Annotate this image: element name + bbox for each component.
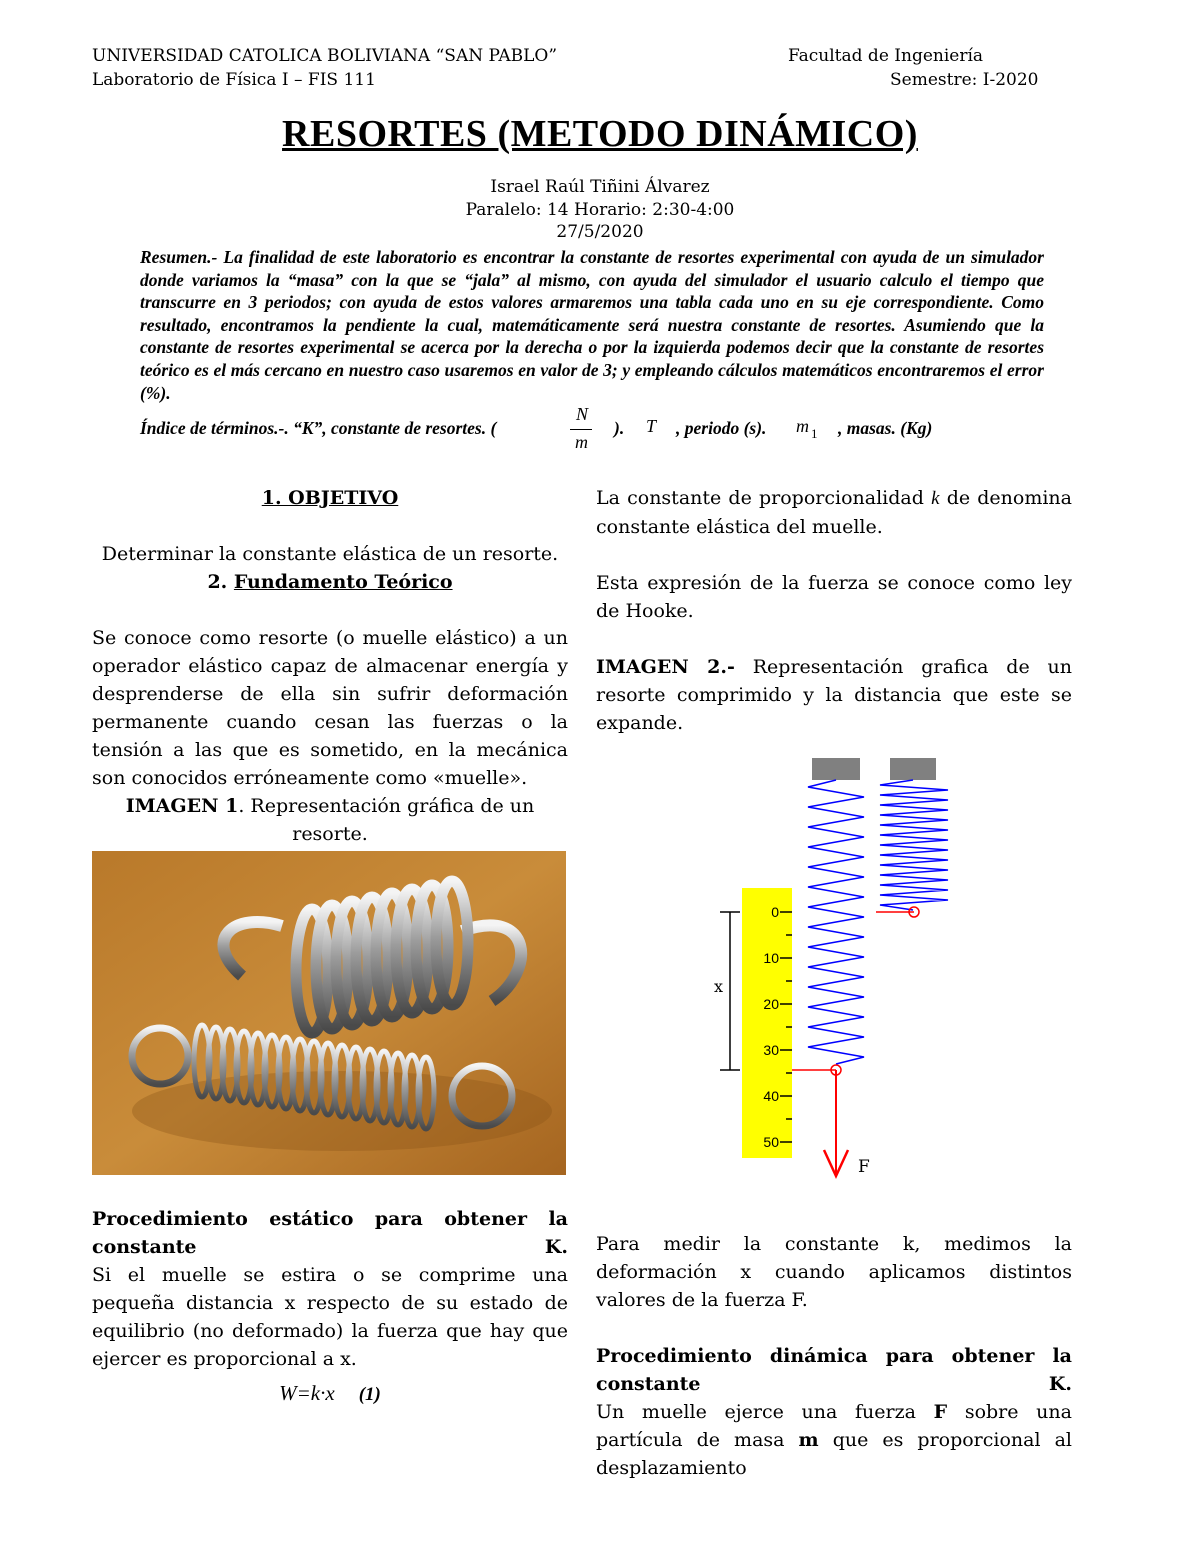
img2-caption-text: Representación grafica de un resorte comprimido y la distancia que este se expande. [596,656,1073,734]
left-column [92,484,568,848]
objective-heading: 1. OBJETIVO [261,487,399,509]
author: Israel Raúl Tiñini Álvarez [490,177,710,197]
img2-label: IMAGEN 2.- [596,656,735,678]
page-title: RESORTES (METODO DINÁMICO) [282,113,918,155]
dyn-part-a: Un muelle ejerce una fuerza [596,1401,916,1423]
mass-symbol: m [796,416,809,436]
university-name: UNIVERSIDAD CATOLICA BOLIVIANA “SAN PABLO” [92,46,558,66]
fraction-bar [570,429,592,430]
mass-subscript: 1 [811,426,818,441]
extended-spring [808,780,864,1064]
k-symbol: k [931,488,940,509]
paralelo: Paralelo: 14 Horario: 2:30-4:00 [465,200,735,220]
springs-photo [92,851,566,1175]
dynamic-heading: Procedimiento dinámica para obtener la constante K. [596,1345,1072,1395]
tick-label-50: 50 [763,1134,779,1150]
fund-number: 2. [207,571,228,593]
unit-denominator: m [575,432,588,452]
spring-diagram [700,750,980,1190]
static-heading: Procedimiento estático para obtener la constante K. [92,1208,568,1258]
img1-label: IMAGEN 1 [125,795,239,817]
top-block-right [890,758,936,780]
lab-name: Laboratorio de Física I – FIS 111 [92,70,376,90]
compressed-spring [880,780,948,910]
static-section [92,1205,568,1409]
top-block-left [812,758,860,780]
abstract [140,246,1044,404]
terms-text-2: ). [614,418,625,438]
img1-caption-text: . Representación gráfica de un resorte. [238,795,535,845]
force-label: F [858,1157,870,1177]
hooke-formula: W=k·x [279,1381,335,1405]
formula-number: (1) [358,1384,381,1405]
fund-text: Se conoce como resorte (o muelle elástico) a un operador elástico capaz de almacenar energía y desprenderse de ella sin sufrir deformación permanente cuando cesan las fuerzas o la tensión a las que es sometido, en la mecánica son conocidos erróneamente como «muelle». [92,627,568,789]
tick-label-0: 0 [771,904,779,920]
objective-text: Determinar la constante elástica de un resorte. [101,543,559,565]
unit-numerator: N [576,404,589,424]
date: 27/5/2020 [556,222,644,242]
ruler [742,888,792,1158]
terms-text-3: , periodo (s). [676,418,767,438]
right-column [596,484,1072,737]
measure-section [596,1230,1072,1482]
static-text: Si el muelle se estira o se comprime una pequeña distancia x respecto de su estado de equilibrio (no deformado) la fuerza que hay que ejercer es proporcional a x. [92,1264,568,1370]
semester: Semestre: I-2020 [890,70,1039,90]
tick-label-20: 20 [763,996,779,1012]
tick-label-30: 30 [763,1042,779,1058]
img1-caption [92,792,568,848]
p1-part-b: de denomina constante elástica del muelle. [596,487,1073,538]
index-of-terms [140,404,1044,456]
mass-symbol-bold: m [798,1429,819,1451]
p1-part-a: La constante de proporcionalidad [596,487,924,509]
dyn-part-c: que es proporcional al desplazamiento [596,1429,1073,1479]
tick-label-10: 10 [763,950,779,966]
abstract-label: Resumen.- [140,247,218,267]
x-label: x [714,977,724,996]
terms-text-4: , masas. (Kg) [838,418,933,438]
period-symbol: T [646,416,657,436]
dyn-part-b: sobre una partícula de masa [596,1401,1072,1451]
force-symbol: F [933,1401,948,1423]
fund-heading: Fundamento Teórico [233,571,453,593]
faculty-name: Facultad de Ingeniería [788,46,984,66]
abstract-text: La finalidad de este laboratorio es encontrar la constante de resortes experimental con ayuda de un simulador donde variamos la “masa” con la que se “jala” al mismo, con ayuda del simulador el usuario calculo el tiempo que transcurre en 3 periodos; con ayuda de estos valores armaremos una tabla cada uno en su eje correspondiente. Como resultado, encontramos la pendiente la cual, matemáticamente será nuestra constante de resortes. Asumiendo que la constante de resortes experimental se acerca por la derecha o por la izquierda podemos decir que la constante de resortes teórico es el más cercano en nuestro caso usaremos en valor de 3; y empleando cálculos matemáticos encontraremos el error (%). [140,247,1044,403]
terms-text-1: Índice de términos.-. “K”, constante de resortes. ( [140,418,497,438]
tick-label-40: 40 [763,1088,779,1104]
proportionality-text [596,484,1072,541]
img2-caption [596,653,1072,737]
measure-text: Para medir la constante k, medimos la deformación x cuando aplicamos distintos valores de la fuerza F. [596,1233,1072,1311]
hooke-law-text: Esta expresión de la fuerza se conoce como ley de Hooke. [596,572,1072,622]
dynamic-text [596,1398,1072,1482]
